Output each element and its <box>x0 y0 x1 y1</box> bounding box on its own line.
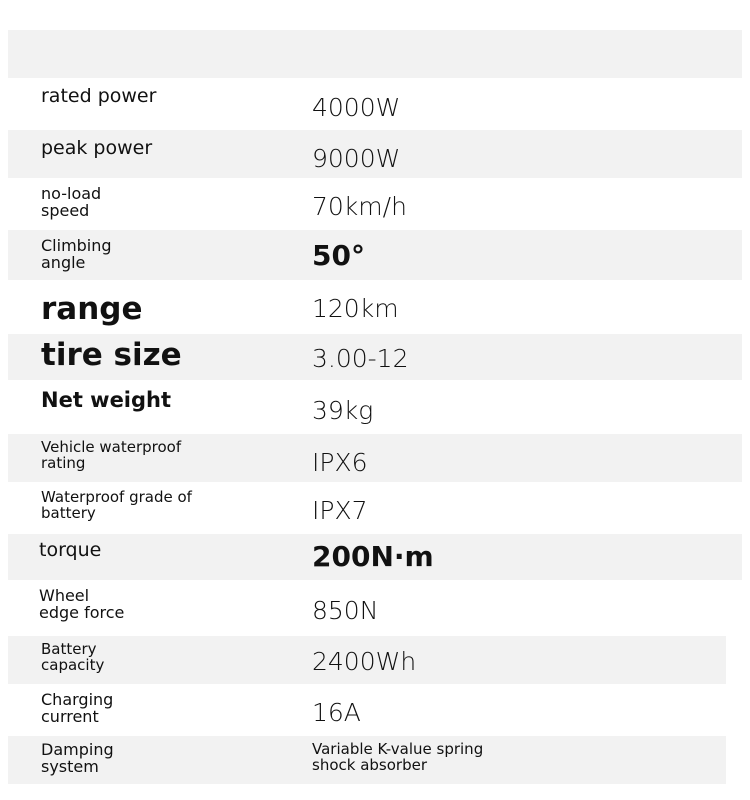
spec-label: range <box>41 291 143 327</box>
spec-row-torque <box>8 534 742 580</box>
spec-label: Wheel edge force <box>39 586 125 622</box>
spec-label: Vehicle waterproof rating <box>41 438 182 472</box>
spec-value: 3.00-12 <box>312 344 409 373</box>
spec-value: 39kg <box>312 396 374 425</box>
spec-row-no-load-speed <box>8 180 742 228</box>
spec-row-peak-power <box>8 130 742 178</box>
spec-row-tire-size <box>8 334 742 380</box>
spec-row-battery-waterproof <box>8 484 742 532</box>
spec-label: torque <box>39 539 102 561</box>
cropped-next-row <box>8 788 742 800</box>
spec-value: IPX6 <box>312 448 368 477</box>
spec-row-damping-system <box>8 736 726 784</box>
spec-row-battery-capacity <box>8 636 726 684</box>
spec-label: rated power <box>41 85 157 107</box>
spec-value: 120km <box>312 294 399 323</box>
spec-value: 9000W <box>312 144 401 173</box>
spec-row-vehicle-waterproof <box>8 434 742 482</box>
table-header-band <box>8 30 742 78</box>
spec-row-wheel-edge-force <box>8 582 742 632</box>
spec-row-rated-power <box>8 80 742 128</box>
spec-value: Variable K-value spring shock absorber <box>312 740 484 774</box>
spec-value: 50° <box>312 239 365 272</box>
spec-label: no-load speed <box>41 184 102 220</box>
spec-value: 200N·m <box>312 540 434 573</box>
spec-label: Waterproof grade of battery <box>41 488 192 522</box>
spec-value: 70km/h <box>312 192 407 221</box>
spec-label: Charging current <box>41 690 114 726</box>
spec-value: IPX7 <box>312 496 368 525</box>
spec-value: 16A <box>312 698 361 727</box>
spec-row-charging-current <box>8 686 742 734</box>
spec-row-net-weight <box>8 382 742 432</box>
spec-label: tire size <box>41 337 182 373</box>
spec-row-climbing-angle <box>8 230 742 280</box>
spec-label: Battery capacity <box>41 640 105 674</box>
spec-label: Climbing angle <box>41 236 112 272</box>
spec-label: peak power <box>41 137 153 159</box>
spec-value: 4000W <box>312 93 401 122</box>
spec-label: Damping system <box>41 740 114 776</box>
spec-label: Net weight <box>41 388 172 412</box>
spec-value: 850N <box>312 596 379 625</box>
spec-value: 2400Wh <box>312 647 417 676</box>
spec-row-range <box>8 282 742 334</box>
